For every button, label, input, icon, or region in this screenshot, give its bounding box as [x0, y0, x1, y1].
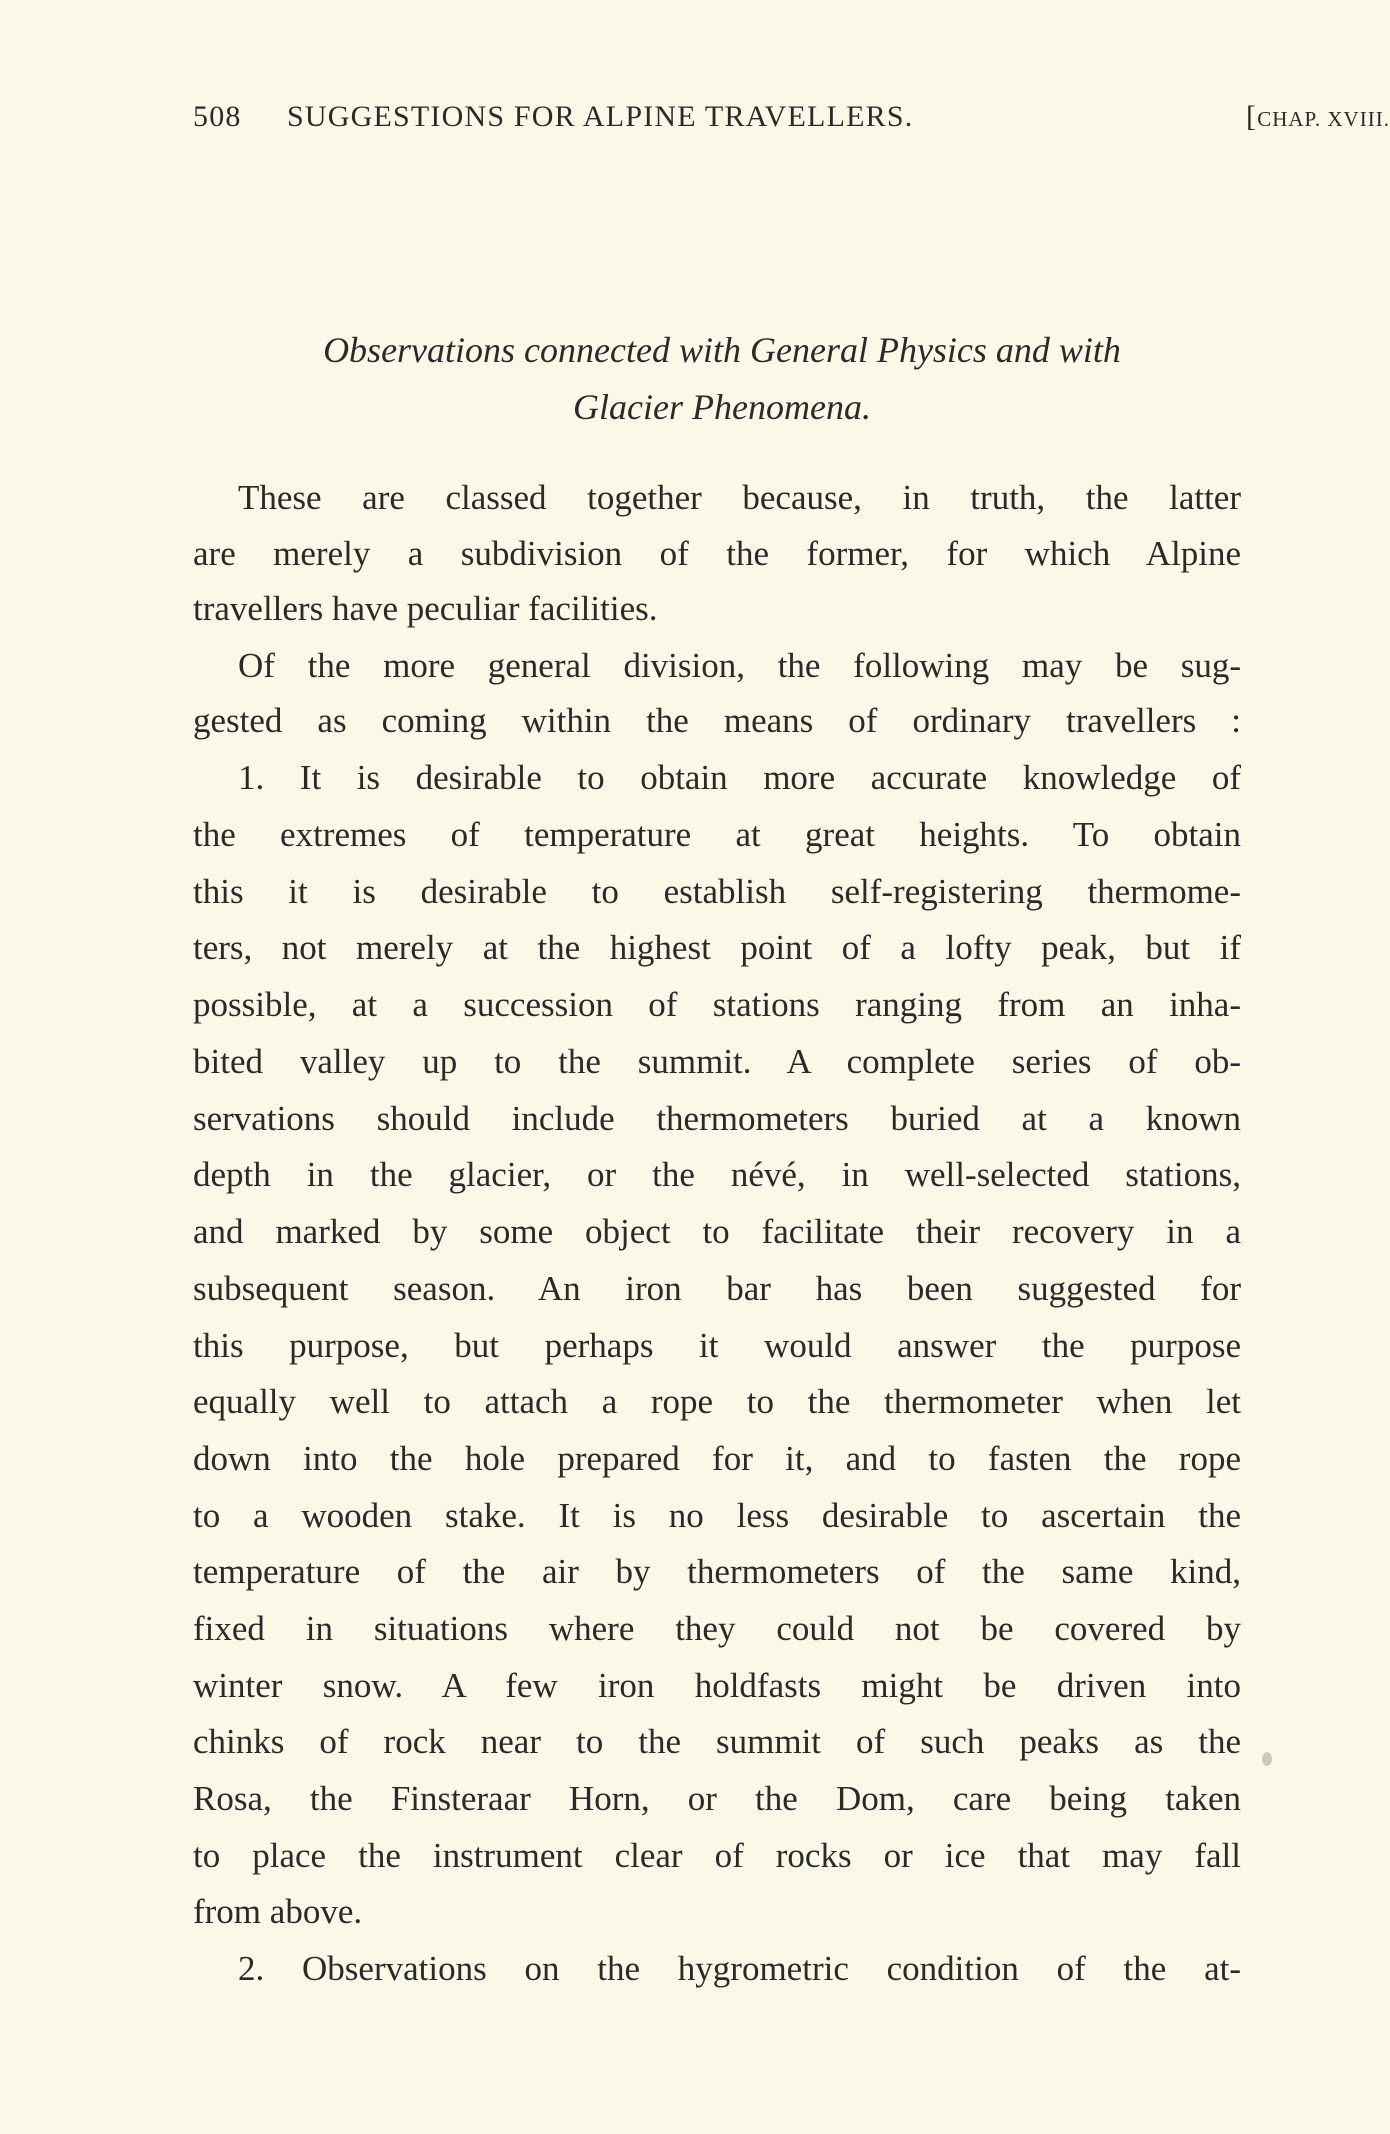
body-line: travellers have peculiar facilities. [193, 589, 658, 628]
body-line: bited valley up to the summit. A complete series of ob- [193, 1042, 1241, 1081]
body-line: Of the more general division, the following may be sug- [238, 646, 1241, 685]
chapter-label: CHAP. XVIII. [1257, 107, 1390, 131]
section-title-line-2: Glacier Phenomena. [573, 387, 871, 427]
body-line: Rosa, the Finsteraar Horn, or the Dom, care being taken [193, 1779, 1241, 1818]
running-header [193, 100, 1390, 140]
body-line: depth in the glacier, or the névé, in well-selected stations, [193, 1155, 1241, 1194]
body-line: down into the hole prepared for it, and to fasten the rope [193, 1439, 1241, 1478]
body-line: are merely a subdivision of the former, for which Alpine [193, 534, 1241, 573]
ink-mark [1262, 1752, 1272, 1766]
body-line: equally well to attach a rope to the thermometer when let [193, 1382, 1241, 1421]
body-line: servations should include thermometers buried at a known [193, 1099, 1241, 1138]
body-line: gested as coming within the means of ordinary travellers : [193, 701, 1241, 740]
body-line: 1. It is desirable to obtain more accurate knowledge of [238, 758, 1241, 797]
section-title-line-1: Observations connected with General Physics and with [323, 330, 1121, 370]
body-line: possible, at a succession of stations ranging from an inha- [193, 985, 1241, 1024]
body-line: and marked by some object to facilitate their recovery in a [193, 1212, 1241, 1251]
chapter-reference [1246, 100, 1390, 134]
body-line: from above. [193, 1892, 363, 1931]
body-line: temperature of the air by thermometers of the same kind, [193, 1552, 1241, 1591]
body-line: ters, not merely at the highest point of a lofty peak, but if [193, 928, 1241, 967]
body-line: the extremes of temperature at great heights. To obtain [193, 815, 1241, 854]
body-line: 2. Observations on the hygrometric condition of the at- [238, 1949, 1241, 1988]
page-number: 508 [193, 100, 242, 133]
body-line: to place the instrument clear of rocks or ice that may fall [193, 1836, 1241, 1875]
section-title [193, 322, 1251, 436]
body-line: this it is desirable to establish self-registering thermome- [193, 872, 1241, 911]
chapter-bracket: [ [1246, 100, 1258, 133]
body-line: winter snow. A few iron holdfasts might be driven into [193, 1666, 1241, 1705]
body-line: chinks of rock near to the summit of such peaks as the [193, 1722, 1241, 1761]
body-line: to a wooden stake. It is no less desirable to ascertain the [193, 1496, 1241, 1535]
body-line: These are classed together because, in truth, the latter [238, 478, 1241, 517]
body-line: fixed in situations where they could not be covered by [193, 1609, 1241, 1648]
running-title: SUGGESTIONS FOR ALPINE TRAVELLERS. [287, 100, 914, 133]
body-line: this purpose, but perhaps it would answer the purpose [193, 1326, 1241, 1365]
body-line: subsequent season. An iron bar has been suggested for [193, 1269, 1241, 1308]
